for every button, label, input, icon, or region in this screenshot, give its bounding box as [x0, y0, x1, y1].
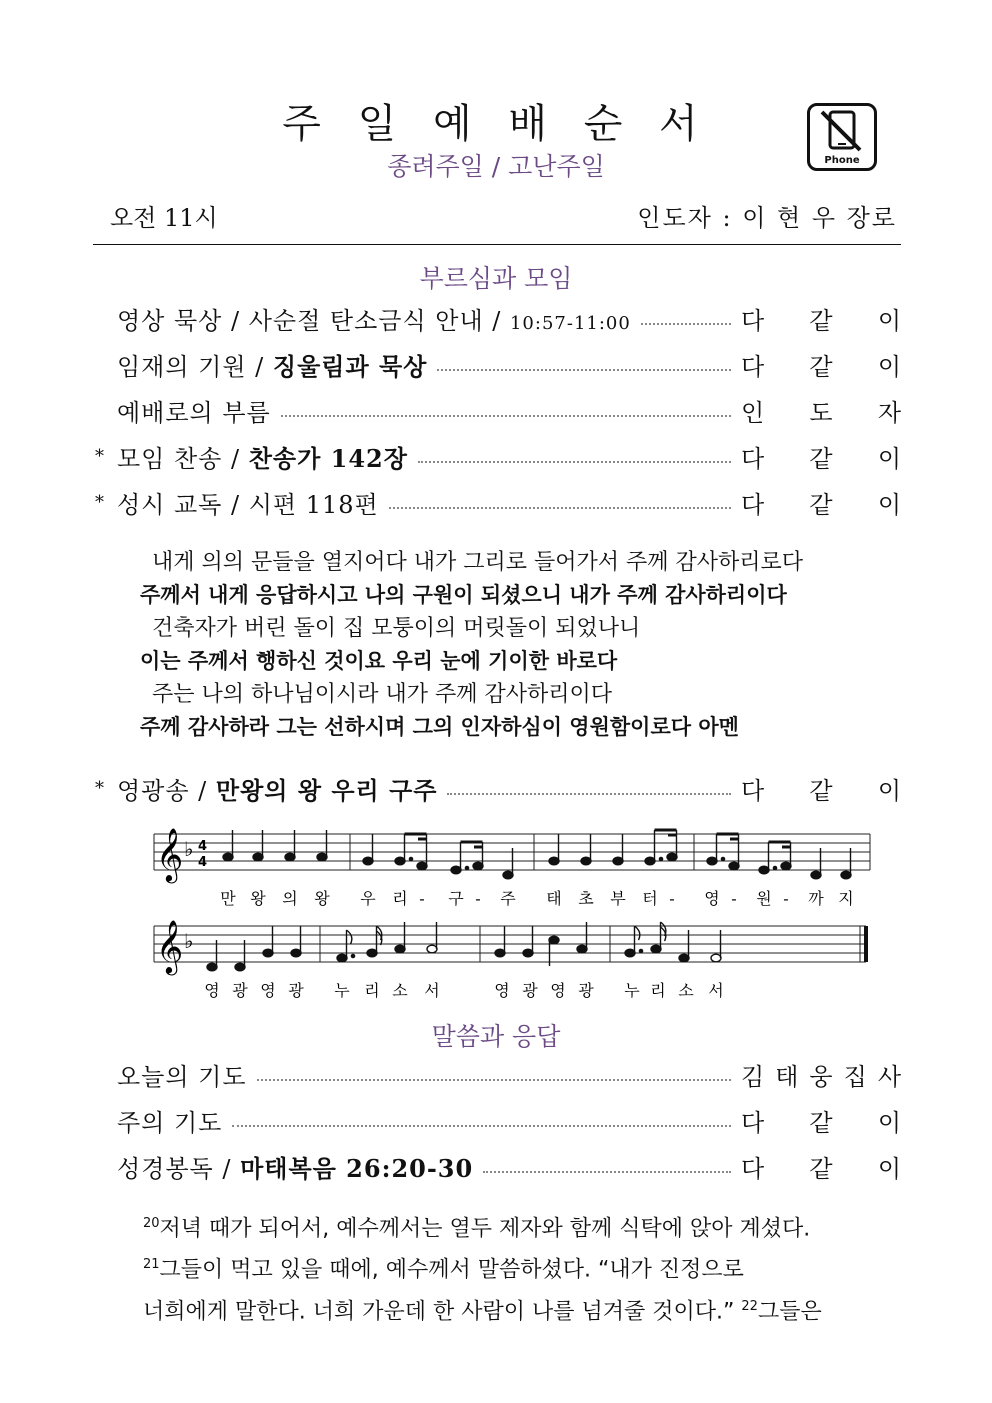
svg-text:원: 원	[756, 889, 772, 908]
svg-text:-: -	[669, 889, 675, 908]
item-performer: 다 같 이	[741, 490, 901, 519]
phone-label: Phone	[824, 155, 860, 166]
svg-text:터: 터	[642, 889, 658, 908]
svg-text:광: 광	[232, 981, 248, 1000]
item-performer: 다 같 이	[741, 776, 901, 805]
leader-dots	[418, 461, 731, 463]
standing-marker: *	[95, 491, 104, 513]
svg-text:소: 소	[392, 981, 408, 1000]
svg-text:의: 의	[282, 889, 298, 908]
scripture-text: $^{20}$저녁 때가 되어서, 예수께서는 열두 제자와 함께 식탁에 앉아 계셨다. $^{21}$그들이 먹고 있을 때에, 예수께서 말씀하셨다. “내가 진정으로 너희에게 말한다. 너희 가운데 한 사람이 나를 넘겨줄 것이다.” $^{22}$그들은	[143, 1216, 822, 1324]
reading-line-congregation: 이는 주께서 행하신 것이요 우리 눈에 기이한 바로다	[140, 649, 618, 673]
music-staff-2	[150, 918, 872, 1012]
service-time: 오전 11시	[110, 204, 218, 232]
svg-text:구: 구	[448, 889, 464, 908]
svg-text:부: 부	[610, 889, 626, 908]
svg-text:서: 서	[708, 981, 724, 1000]
svg-text:왕: 왕	[250, 889, 266, 908]
order-item-responsive-reading	[95, 484, 901, 520]
order-item-lords-prayer	[95, 1102, 901, 1138]
leader-label: 인도자 :	[637, 204, 733, 232]
leader-dots	[232, 1125, 731, 1127]
reading-line-congregation: 주께 감사하라 그는 선하시며 그의 인자하심이 영원함이로다 아멘	[140, 715, 739, 739]
item-label: 성시 교독 / 시편 118편	[117, 490, 379, 519]
flat-sign-icon: ♭	[184, 837, 194, 861]
item-label: 영광송 / 만왕의 왕 우리 구주	[117, 775, 438, 805]
leader-dots	[641, 323, 731, 325]
svg-text:초: 초	[578, 889, 594, 908]
svg-text:광: 광	[522, 981, 538, 1000]
leader-dots	[437, 369, 731, 371]
item-label: 주의 기도	[117, 1108, 223, 1137]
leader-dots	[257, 1079, 731, 1081]
svg-text:서: 서	[424, 981, 440, 1000]
music-staff-1	[150, 826, 872, 920]
standing-marker: *	[95, 445, 104, 467]
svg-text:지: 지	[838, 889, 854, 908]
order-item-scripture-reading	[95, 1148, 901, 1184]
svg-text:영: 영	[494, 981, 510, 1000]
svg-text:4: 4	[198, 839, 208, 854]
order-item-prayer	[95, 1056, 901, 1092]
svg-text:만: 만	[220, 889, 236, 908]
notes-line-1	[223, 830, 851, 879]
item-performer: 김 태 웅 집 사	[741, 1062, 901, 1091]
treble-clef-icon: 𝄞	[156, 919, 184, 973]
reading-line-congregation: 주께서 내게 응답하시고 나의 구원이 되셨으니 내가 주께 감사하리이다	[140, 583, 787, 607]
item-performer: 다 같 이	[741, 1108, 901, 1137]
svg-text:누: 누	[334, 981, 350, 1000]
svg-text:까: 까	[808, 889, 824, 908]
header-divider	[93, 244, 901, 245]
svg-text:왕: 왕	[314, 889, 330, 908]
responsive-reading	[140, 546, 900, 744]
reading-line-leader: 건축자가 버린 돌이 집 모퉁이의 머릿돌이 되었나니	[152, 616, 641, 641]
leader-dots	[447, 793, 731, 795]
order-item-call-to-worship	[95, 392, 901, 428]
svg-text:영: 영	[704, 889, 720, 908]
svg-text:광: 광	[578, 981, 594, 1000]
svg-text:-: -	[419, 889, 425, 908]
item-label: 예배로의 부름	[117, 398, 271, 427]
service-leader	[637, 198, 897, 233]
svg-text:-: -	[475, 889, 481, 908]
leader-dots	[389, 507, 731, 509]
svg-text:리: 리	[392, 889, 408, 908]
svg-text:태: 태	[546, 889, 562, 908]
order-item-video-meditation	[95, 300, 901, 336]
item-performer: 다 같 이	[741, 1154, 901, 1183]
svg-text:영: 영	[550, 981, 566, 1000]
svg-text:광: 광	[288, 981, 304, 1000]
section-title-gathering: 부르심과 모임	[419, 264, 573, 293]
leader-dots	[483, 1171, 731, 1173]
notes-line-2	[207, 922, 721, 971]
page-title: 주 일 예 배 순 서	[282, 101, 710, 147]
svg-text:리: 리	[650, 981, 666, 1000]
reading-line-leader: 주는 나의 하나님이시라 내가 주께 감사하리이다	[152, 682, 613, 707]
flat-sign-icon: ♭	[184, 929, 194, 953]
item-label: 영상 묵상 / 사순절 탄소금식 안내 / 10:57-11:00	[117, 306, 631, 335]
standing-marker: *	[95, 777, 104, 799]
page-subtitle: 종려주일 / 고난주일	[387, 152, 605, 181]
item-performer: 다 같 이	[741, 306, 901, 335]
svg-text:우: 우	[360, 889, 376, 908]
item-label: 성경봉독 / 마태복음 26:20-30	[117, 1153, 474, 1183]
leader-dots	[281, 415, 731, 417]
section-title-word: 말씀과 응답	[431, 1022, 561, 1051]
svg-text:누: 누	[624, 981, 640, 1000]
leader-name: 이 현 우 장로	[742, 204, 897, 232]
order-item-invocation	[95, 346, 901, 382]
svg-text:주: 주	[500, 889, 516, 908]
svg-text:-: -	[731, 889, 737, 908]
item-performer: 다 같 이	[741, 352, 901, 381]
svg-text:리: 리	[364, 981, 380, 1000]
svg-text:영: 영	[204, 981, 220, 1000]
item-performer: 인 도 자	[741, 398, 901, 427]
order-item-opening-hymn	[95, 438, 901, 474]
svg-text:4: 4	[198, 855, 208, 870]
no-phone-icon	[807, 103, 877, 171]
item-label: 임재의 기원 / 징울림과 묵상	[117, 351, 428, 381]
item-label: 모임 찬송 / 찬송가 142장	[117, 443, 408, 473]
item-label: 오늘의 기도	[117, 1062, 247, 1091]
svg-text:-: -	[783, 889, 789, 908]
svg-text:소: 소	[678, 981, 694, 1000]
treble-clef-icon: 𝄞	[156, 827, 184, 881]
svg-text:영: 영	[260, 981, 276, 1000]
reading-line-leader: 내게 의의 문들을 열지어다 내가 그리로 들어가서 주께 감사하리로다	[152, 550, 804, 575]
order-item-gloria	[95, 770, 901, 806]
item-performer: 다 같 이	[741, 444, 901, 473]
